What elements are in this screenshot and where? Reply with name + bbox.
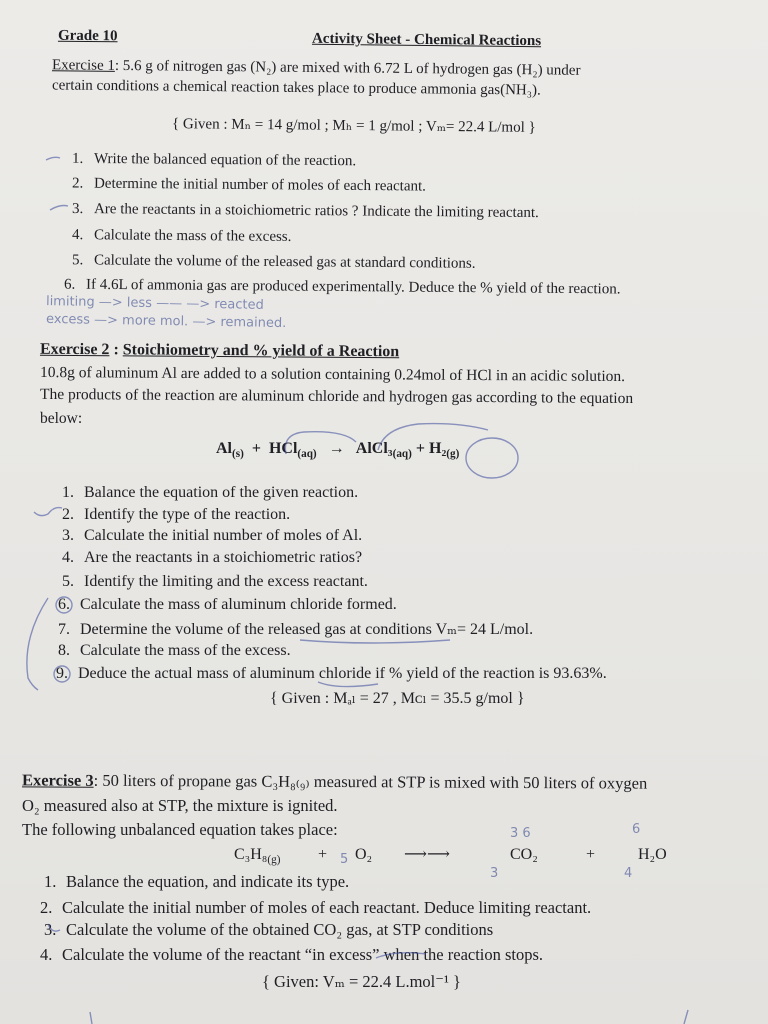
exercise-3-intro xyxy=(22,770,647,793)
question-text: Balance the equation, and indicate its type. xyxy=(66,872,350,891)
exercise-2-equation xyxy=(216,440,459,460)
tick-mark xyxy=(50,206,68,211)
question-text: Determine the initial number of moles of each reactant. xyxy=(93,175,427,195)
question-text: Calculate the initial number of moles of Al. xyxy=(84,527,363,544)
exercise-1-question-3 xyxy=(72,201,539,222)
bracket-annotation xyxy=(27,598,48,690)
question-text: Are the reactants in a stoichiometric ratios? xyxy=(84,549,363,566)
handwritten-note-line2: excess —> more mol. —> remained. xyxy=(45,311,287,332)
question-number: 2. xyxy=(62,506,74,523)
question-number: 2. xyxy=(40,898,53,917)
tick-mark xyxy=(46,157,60,160)
exercise-1-question-5 xyxy=(72,252,476,273)
exercise-2-intro-line3: below: xyxy=(40,410,83,427)
grade-label: Grade 10 xyxy=(57,27,118,45)
question-text: Determine the volume of the released gas at conditions Vₘ= 24 L/mol. xyxy=(80,621,534,638)
question-number: 1. xyxy=(44,872,57,891)
reactant-hcl: HCl xyxy=(268,440,298,457)
exercise-1-question-1 xyxy=(72,151,356,170)
product-h2: H₂ xyxy=(429,440,447,457)
exercise-3-intro-line1: : 50 liters of propane gas C₃H₈₍₉₎ measured at STP is mixed with 50 liters of oxygen xyxy=(93,770,648,793)
question-text: Deduce the actual mass of aluminum chloride if % yield of the reaction is 93.63%. xyxy=(78,665,607,682)
exercise-2-question-9 xyxy=(56,665,607,683)
exercise-3-question-4 xyxy=(40,945,543,965)
handwritten-coefficient: 5 xyxy=(340,852,349,867)
exercise-2-question-2 xyxy=(62,506,290,524)
question-text: Calculate the mass of the excess. xyxy=(93,227,292,245)
exercise-2-question-4 xyxy=(62,549,362,567)
handwritten-note: 6 xyxy=(632,822,641,837)
question-number: 4. xyxy=(71,227,84,244)
question-text: Calculate the initial number of moles of each reactant. Deduce limiting reactant. xyxy=(62,898,592,917)
question-number: 2. xyxy=(71,175,84,192)
exercise-1-question-2 xyxy=(72,175,426,195)
product-alcl3: AlCl₃ xyxy=(355,440,393,457)
exercise-1-heading: Exercise 1 xyxy=(51,57,115,74)
question-number: 5. xyxy=(62,573,74,590)
sheet-title: Activity Sheet - Chemical Reactions xyxy=(311,30,542,50)
exercise-3-heading: Exercise 3 xyxy=(21,770,94,790)
question-text: Identify the limiting and the excess reactant. xyxy=(84,573,368,590)
exercise-2-given: { Given : Mₐₗ = 27 , Mᴄₗ = 35.5 g/mol } xyxy=(270,690,525,707)
question-number: 7. xyxy=(58,621,70,638)
exercise-3-intro-line2: O₂ measured also at STP, the mixture is ignited. xyxy=(22,796,338,815)
handwritten-note-line1: limiting —> less —— —> reacted xyxy=(45,294,264,313)
question-text: Balance the equation of the given reaction. xyxy=(84,484,359,501)
exercise-2-intro-line2: The products of the reaction are aluminum chloride and hydrogen gas according to the equation xyxy=(39,385,634,408)
plus-sign: + xyxy=(586,846,596,863)
handwritten-coefficient: 3 xyxy=(490,866,499,881)
exercise-1-intro-line1: : 5.6 g of nitrogen gas (N₂) are mixed with 6.72 L of hydrogen gas (H₂) under xyxy=(114,57,581,79)
state-label: (aq) xyxy=(392,448,412,461)
exercise-1-given: { Given : Mₙ = 14 g/mol ; Mₕ = 1 g/mol ; Vₘ= 22.4 L/mol } xyxy=(171,116,536,136)
plus-sign: + xyxy=(318,846,328,863)
state-label: (s) xyxy=(232,448,244,461)
question-number: 4. xyxy=(62,549,74,566)
question-number: 4. xyxy=(40,945,53,964)
state-label: (aq) xyxy=(297,448,317,461)
question-number: 3. xyxy=(62,527,74,544)
exercise-3-equation xyxy=(234,846,280,866)
question-text: Identify the type of the reaction. xyxy=(84,506,291,523)
exercise-2-intro-line1: 10.8g of aluminum Al are added to a solution containing 0.24mol of HCl in an acidic solution. xyxy=(39,363,626,386)
reactant-propane: C₃H₈ xyxy=(234,846,268,863)
question-text: Are the reactants in a stoichiometric ratios ? Indicate the limiting reactant. xyxy=(93,201,539,222)
reaction-arrow: → xyxy=(328,440,345,457)
exercise-2-question-5 xyxy=(62,573,368,591)
question-number: 6. xyxy=(63,276,76,293)
product-co2: CO₂ xyxy=(510,846,538,863)
product-water: H₂O xyxy=(638,846,667,863)
question-number: 1. xyxy=(62,484,74,501)
exercise-2-heading: Exercise 2 xyxy=(39,340,110,359)
question-text: Calculate the mass of the excess. xyxy=(80,642,291,659)
handwritten-note: 3 6 xyxy=(510,826,531,841)
state-label: (g) xyxy=(446,448,460,461)
question-number: 3. xyxy=(44,920,57,939)
circle-annotation-h2 xyxy=(466,438,518,478)
question-text: Calculate the mass of aluminum chloride formed. xyxy=(80,596,397,613)
exercise-2-question-3 xyxy=(62,527,362,545)
plus-sign: + xyxy=(415,440,425,457)
handwritten-mark xyxy=(684,1010,688,1024)
question-text: Calculate the volume of the obtained CO₂ gas, at STP conditions xyxy=(66,920,494,939)
question-number: 9. xyxy=(56,665,68,682)
exercise-1-intro-line2: certain conditions a chemical reaction takes place to produce ammonia gas(NH₃). xyxy=(51,77,541,99)
exercise-1-intro xyxy=(52,57,581,80)
question-number: 8. xyxy=(58,642,70,659)
handwritten-mark xyxy=(90,1012,92,1024)
exercise-1-question-4 xyxy=(72,227,292,246)
exercise-2-question-7 xyxy=(58,619,533,639)
question-number: 1. xyxy=(71,150,84,167)
exercise-2-question-8 xyxy=(58,642,291,660)
exercise-3-question-3 xyxy=(44,920,493,940)
question-number: 5. xyxy=(71,252,84,269)
exercise-3-question-1 xyxy=(44,872,349,892)
question-text: If 4.6L of ammonia gas are produced experimentally. Deduce the % yield of the reaction. xyxy=(85,276,621,298)
exercise-2-subtitle: Stoichiometry and % yield of a Reaction xyxy=(122,341,400,361)
question-text: Write the balanced equation of the reaction. xyxy=(93,150,357,170)
question-number: 3. xyxy=(71,200,84,218)
question-text: Calculate the volume of the released gas at standard conditions. xyxy=(93,252,476,272)
handwritten-mark xyxy=(34,508,62,516)
exercise-3-given: { Given: Vₘ = 22.4 L.mol⁻¹ } xyxy=(262,972,461,991)
reactant-al: Al xyxy=(216,440,232,457)
question-number: 6. xyxy=(58,596,70,613)
exercise-3-intro-line3: The following unbalanced equation takes place: xyxy=(22,820,338,839)
state-label: (g) xyxy=(267,854,281,867)
plus-sign: + xyxy=(251,440,261,457)
exercise-3-question-2 xyxy=(40,898,591,918)
exercise-2-question-1 xyxy=(62,484,358,502)
handwritten-coefficient: 4 xyxy=(624,866,633,881)
reaction-arrow: ⟶⟶ xyxy=(404,846,450,863)
underline-annotation xyxy=(300,640,450,643)
exercise-2-title: Exercise 2 : Stoichiometry and % yield of a Reaction xyxy=(39,340,400,361)
reactant-oxygen: O₂ xyxy=(355,846,373,863)
exercise-2-question-6 xyxy=(58,596,397,614)
question-text: Calculate the volume of the reactant “in excess” when the reaction stops. xyxy=(62,945,544,964)
